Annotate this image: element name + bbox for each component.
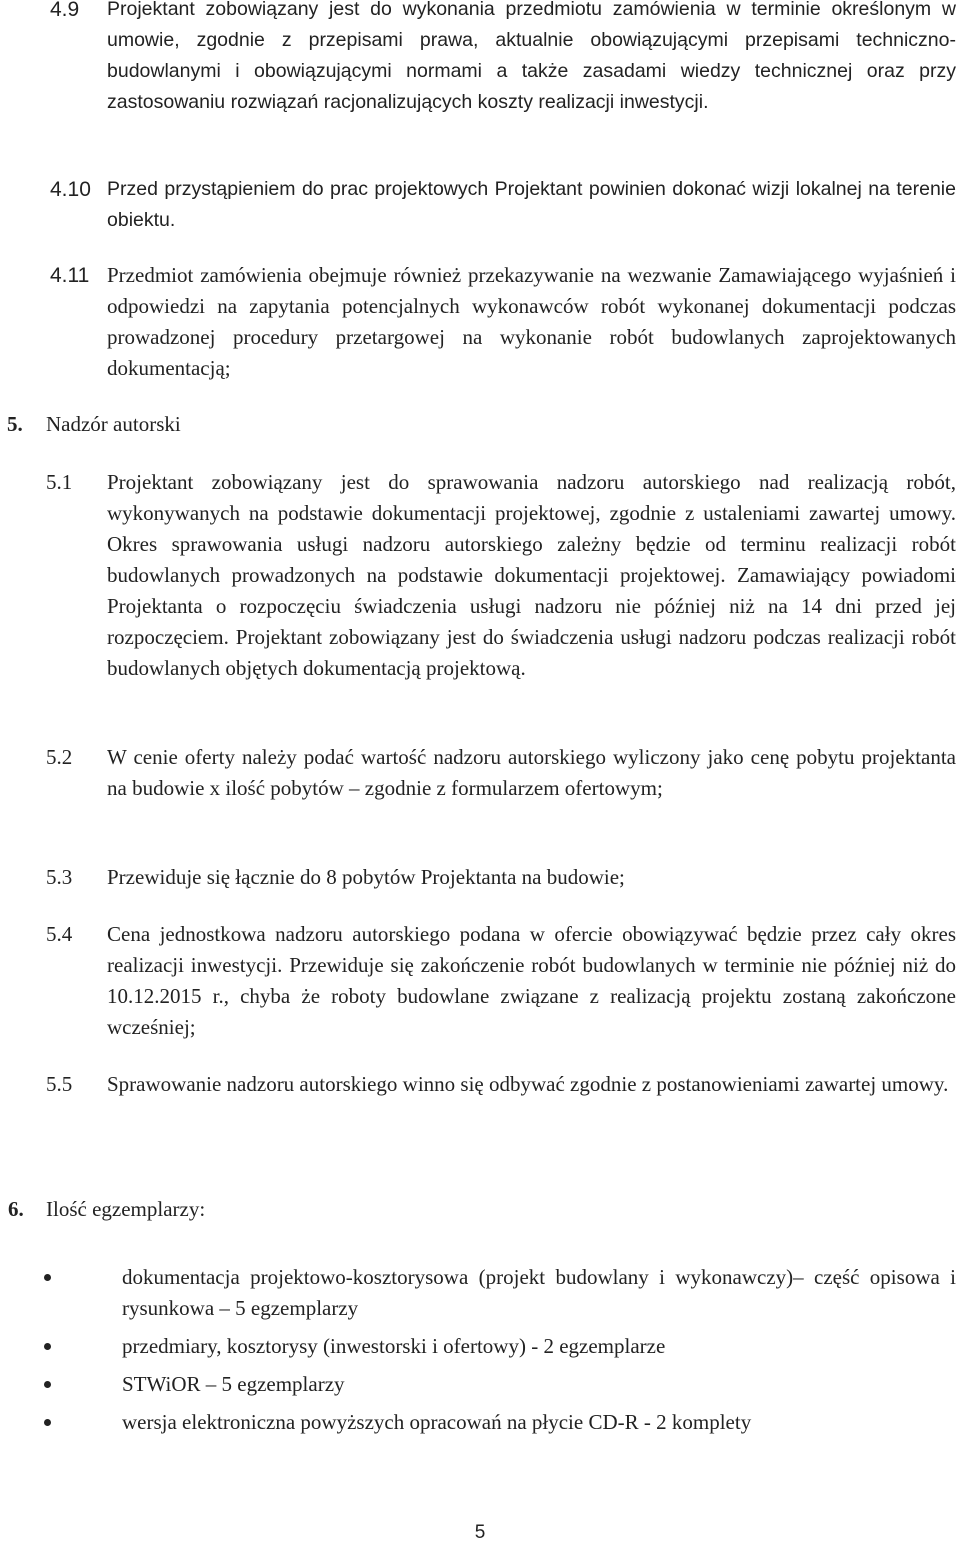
list-item-text: dokumentacja projektowo-kosztorysowa (projekt budowlany i wykonawczy)– część opisowa i rysunkowa – 5 egzemplarzy	[122, 1265, 956, 1320]
section-text: Sprawowanie nadzoru autorskiego winno się odbywać zgodnie z postanowieniami zawartej umowy.	[107, 1072, 949, 1096]
bullet-icon	[44, 1381, 51, 1388]
section-number: 4.9	[50, 0, 80, 21]
list-item	[0, 1407, 960, 1438]
list-item-text: przedmiary, kosztorysy (inwestorski i ofertowy) - 2 egzemplarze	[122, 1334, 666, 1358]
section-number: 4.11	[50, 264, 90, 287]
list-item-text: STWiOR – 5 egzemplarzy	[122, 1372, 345, 1396]
section-text: Przedmiot zamówienia obejmuje również przekazywanie na wezwanie Zamawiającego wyjaśnień i odpowiedzi na zapytania potencjalnych wykonawców robót wykonanej dokumentacji podczas prowadzonej procedury przetargowej na wykonanie robót budowlanych zaprojektowanych dokumentacją;	[107, 263, 956, 380]
section-number: 4.10	[50, 178, 91, 201]
section-text: Przed przystąpieniem do prac projektowych Projektant powinien dokonać wizji lokalnej na terenie obiektu.	[107, 178, 956, 231]
section-text: W cenie oferty należy podać wartość nadzoru autorskiego wyliczony jako cenę pobytu projektanta na budowie x ilość pobytów – zgodnie z formularzem ofertowym;	[107, 745, 956, 800]
section-number: 5.4	[46, 922, 73, 946]
bullet-icon	[44, 1274, 51, 1281]
section-text: Projektant zobowiązany jest do sprawowania nadzoru autorskiego nad realizacją robót, wykonywanych na podstawie dokumentacji projektowej, zgodnie z ustaleniami zawartej umowy. Okres sprawowania usługi nadzoru autorskiego zależny będzie od terminu realizacji robót budowlanych prowadzonych na podstawie dokumentacji projektowej. Zamawiający powiadomi Projektanta o rozpoczęciu świadczenia usługi nadzoru nie później niż na 14 dni przed jej rozpoczęciem. Projektant zobowiązany jest do świadczenia usługi nadzoru podczas realizacji robót budowlanych objętych dokumentacją projektową.	[107, 470, 956, 680]
list-item-text: wersja elektroniczna powyższych opracowań na płycie CD-R - 2 komplety	[122, 1410, 752, 1434]
bullet-icon	[44, 1419, 51, 1426]
section-text: Przewiduje się łącznie do 8 pobytów Projektanta na budowie;	[107, 865, 625, 889]
section-text: Projektant zobowiązany jest do wykonania przedmiotu zamówienia w terminie określonym w umowie, zgodnie z przepisami prawa, aktualnie obowiązującymi przepisami techniczno-budowlanymi i obowiązującymi normami a także zasadami wiedzy technicznej oraz przy zastosowaniu rozwiązań racjonalizujących koszty realizacji inwestycji.	[107, 0, 956, 113]
copies-list	[0, 1262, 960, 1445]
section-number: 5.5	[46, 1072, 73, 1096]
list-item	[0, 1331, 960, 1362]
heading-title: Ilość egzemplarzy:	[46, 1197, 206, 1221]
section-number: 5.3	[46, 865, 73, 889]
section-number: 5.2	[46, 745, 73, 769]
bullet-icon	[44, 1343, 51, 1350]
heading-number: 5.	[7, 412, 23, 436]
list-item	[0, 1369, 960, 1400]
page-number: 5	[474, 1522, 486, 1543]
list-item	[0, 1262, 960, 1324]
heading-number: 6.	[8, 1197, 24, 1221]
heading-title: Nadzór autorski	[46, 412, 181, 436]
section-text: Cena jednostkowa nadzoru autorskiego podana w ofercie obowiązywać będzie przez cały okres realizacji inwestycji. Przewiduje się zakończenie robót budowlanych w terminie nie później niż do 10.12.2015 r., chyba że roboty budowlane związane z realizacją projektu zostaną zakończone wcześniej;	[107, 922, 956, 1039]
section-number: 5.1	[46, 470, 73, 494]
